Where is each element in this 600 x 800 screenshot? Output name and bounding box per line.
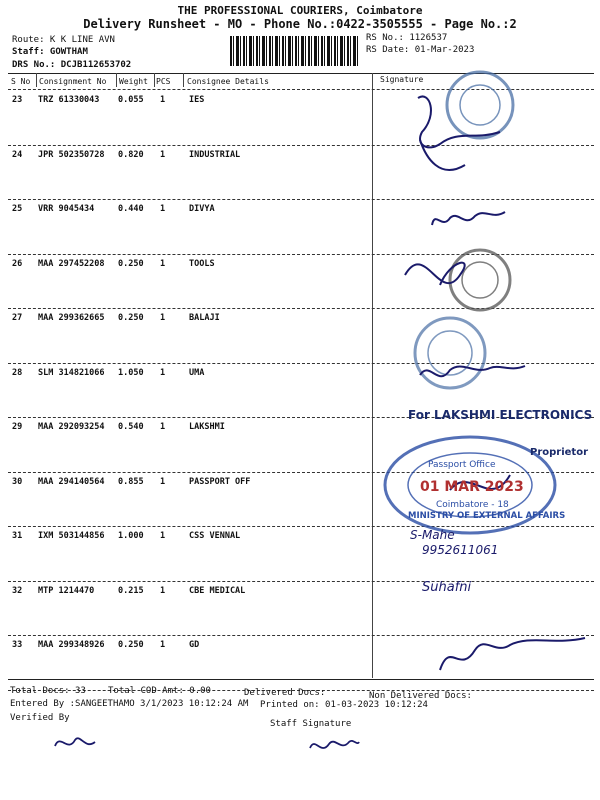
row-pcs: 1: [160, 585, 166, 596]
row-weight: 0.855: [118, 476, 144, 487]
row-weight: 0.820: [118, 149, 144, 160]
row-consignee: BALAJI: [189, 313, 220, 323]
signature-row25: [432, 212, 505, 225]
row-consignee: GD: [189, 640, 200, 650]
entered-by: Entered By :SANGEETHAMO 3/1/2023 10:12:24 AM: [10, 699, 249, 709]
stamp-passport-city: Coimbatore - 18: [436, 500, 509, 510]
col-header-consignment: Consignment No: [39, 77, 107, 86]
signatures-area: [380, 70, 600, 680]
barcode-image: [230, 36, 358, 66]
row-consignment-no: MAA 294140564: [38, 476, 105, 487]
row-sno: 29: [12, 422, 23, 432]
row-pcs: 1: [160, 531, 166, 541]
verified-signature: [50, 728, 100, 758]
row-pcs: 1: [160, 422, 166, 432]
row-sno: 32: [12, 585, 23, 596]
printed-on: Printed on: 01-03-2023 10:12:24: [260, 700, 428, 710]
row-sno: 24: [12, 149, 23, 160]
handwritten-name-2: Suhafni: [422, 580, 472, 595]
row-consignment-no: SLM 314821066: [38, 367, 105, 378]
total-cod: Total COD Amt: 0.00: [108, 686, 211, 696]
handwritten-phone: 9952611061: [422, 543, 499, 557]
verified-by-label: Verified By: [10, 713, 70, 723]
row-weight: 1.000: [118, 531, 144, 541]
row-pcs: 1: [160, 149, 166, 160]
staff-signature: [305, 728, 360, 763]
stamp-tools-icon: [450, 250, 510, 310]
total-docs: Total Docs: 33: [10, 686, 86, 696]
row-sno: 30: [12, 476, 23, 487]
row-pcs: 1: [160, 204, 166, 214]
delivered-docs: Delivered Docs:: [244, 688, 326, 698]
row-pcs: 1: [160, 95, 166, 105]
row-weight: 0.055: [118, 95, 144, 105]
row-sno: 23: [12, 95, 23, 105]
handwritten-name-1: S-Mahe: [410, 528, 455, 542]
stamp-proprietor-text: Proprietor: [530, 447, 589, 458]
stamp-passport-ministry: MINISTRY OF EXTERNAL AFFAIRS: [408, 511, 566, 521]
col-header-consignee: Consignee Details: [187, 77, 269, 86]
row-consignment-no: MAA 297452208: [38, 258, 105, 269]
signature-row26: [405, 263, 465, 285]
row-consignment-no: MAA 292093254: [38, 422, 105, 432]
column-divider: [183, 73, 184, 87]
row-consignee: PASSPORT OFF: [189, 476, 251, 487]
row-weight: 1.050: [118, 367, 144, 378]
runsheet-subtitle: Delivery Runsheet - MO - Phone No.:0422-3505555 - Page No.:2: [83, 17, 517, 31]
rs-number: RS No.: 1126537: [366, 33, 448, 43]
non-delivered-docs: Non Delivered Docs:: [369, 691, 472, 701]
signature-row23: [418, 96, 500, 147]
signature-row28: [420, 366, 525, 376]
row-consignee: LAKSHMI: [189, 422, 225, 432]
drs-number: DRS No.: DCJB112653702: [12, 60, 132, 70]
row-sno: 31: [12, 531, 23, 541]
row-consignee: CBE MEDICAL: [189, 585, 246, 596]
row-weight: 0.250: [118, 640, 144, 650]
stamp-lakshmi-text: For LAKSHMI ELECTRONICS: [408, 408, 593, 422]
row-weight: 0.540: [118, 422, 144, 432]
stamp-passport-date: 01 MAR 2023: [420, 479, 524, 495]
stamp-ies-icon: [447, 72, 513, 138]
staff-signature-label: Staff Signature: [270, 719, 352, 729]
row-consignee: TOOLS: [189, 258, 215, 269]
row-consignment-no: MAA 299348926: [38, 640, 105, 650]
row-sno: 25: [12, 204, 23, 214]
row-pcs: 1: [160, 313, 166, 323]
stamp-balaji-icon: [415, 318, 485, 388]
column-divider: [116, 73, 117, 87]
row-pcs: 1: [160, 367, 166, 378]
stamp-passport-office: Passport Office: [428, 460, 496, 470]
row-consignment-no: JPR 502350728: [38, 149, 105, 160]
row-consignee: CSS VENNAL: [189, 531, 241, 541]
row-sno: 33: [12, 640, 23, 650]
row-pcs: 1: [160, 476, 166, 487]
row-consignment-no: TRZ 61330043: [38, 95, 100, 105]
signature-row33: [440, 638, 585, 670]
row-consignment-no: VRR 9045434: [38, 204, 95, 214]
row-weight: 0.250: [118, 258, 144, 269]
col-header-weight: Weight: [119, 77, 148, 86]
row-consignee: IES: [189, 95, 205, 105]
row-sno: 28: [12, 367, 23, 378]
row-weight: 0.215: [118, 585, 144, 596]
rs-date: RS Date: 01-Mar-2023: [366, 45, 475, 55]
row-consignment-no: IXM 503144856: [38, 531, 105, 541]
column-divider: [154, 73, 155, 87]
row-consignee: UMA: [189, 367, 205, 378]
staff-label: Staff: GOWTHAM: [12, 47, 88, 57]
col-header-signature: Signature: [380, 75, 424, 84]
row-consignment-no: MTP 1214470: [38, 585, 95, 596]
route-label: Route: K K LINE AVN: [12, 35, 115, 45]
row-weight: 0.250: [118, 313, 144, 323]
column-divider: [36, 73, 37, 87]
row-sno: 27: [12, 313, 23, 323]
row-consignment-no: MAA 299362665: [38, 313, 105, 323]
row-consignee: DIVYA: [189, 204, 215, 214]
col-header-sno: S No: [11, 77, 31, 86]
row-consignee: INDUSTRIAL: [189, 149, 241, 160]
row-sno: 26: [12, 258, 23, 269]
row-pcs: 1: [160, 640, 166, 650]
company-title: THE PROFESSIONAL COURIERS, Coimbatore: [177, 4, 423, 17]
row-weight: 0.440: [118, 204, 144, 214]
col-header-pcs: PCS: [156, 77, 171, 86]
signature-column-divider: [372, 73, 373, 678]
row-pcs: 1: [160, 258, 166, 269]
